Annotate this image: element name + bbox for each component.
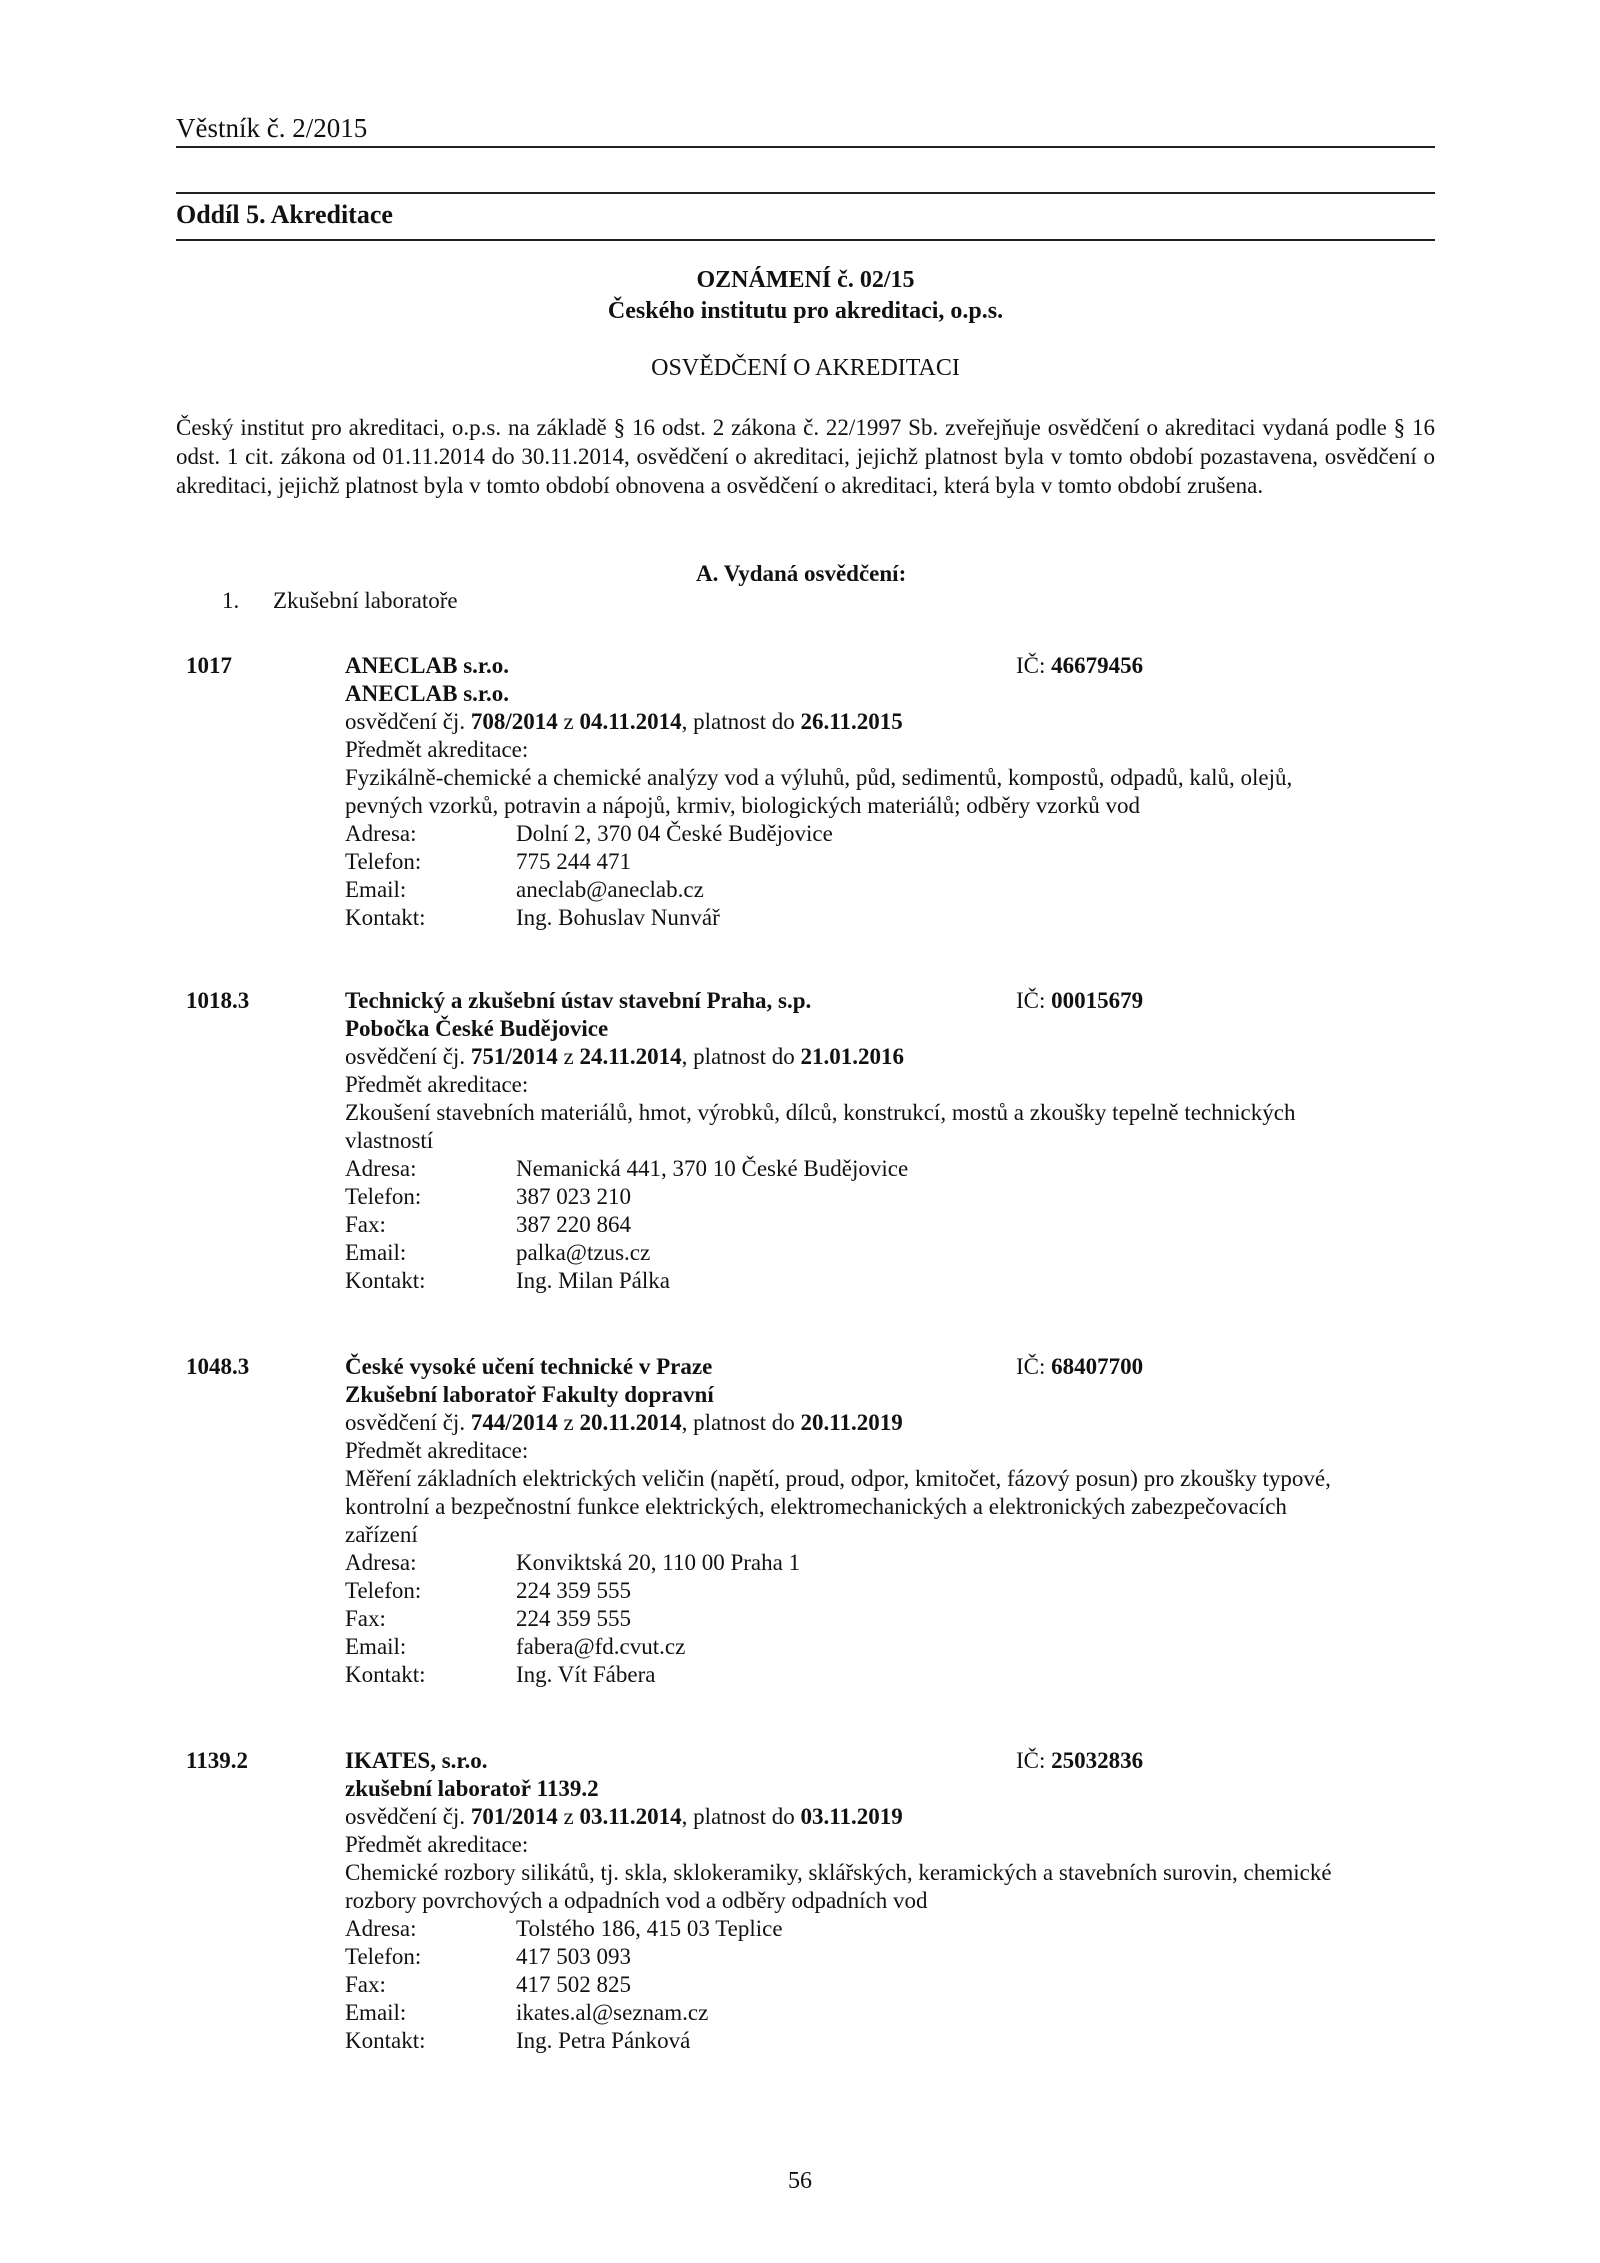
scope-line: rozbory povrchových a odpadních vod a odběry odpadních vod <box>345 1888 928 1913</box>
contact-phone-label: Telefon: <box>345 1578 422 1603</box>
ico-label: IČ: <box>1016 653 1046 678</box>
contact-phone-value: 224 359 555 <box>516 1578 631 1603</box>
contact-person-label: Kontakt: <box>345 905 426 930</box>
contact-email-label: Email: <box>345 1634 407 1659</box>
scope-line: vlastností <box>345 1128 434 1153</box>
ico-label: IČ: <box>1016 988 1046 1013</box>
contact-person-label: Kontakt: <box>345 2028 426 2053</box>
entry-unit: ANECLAB s.r.o. <box>345 681 510 706</box>
entry-unit: Pobočka České Budějovice <box>345 1016 609 1041</box>
notice-issuer: Českého institutu pro akreditaci, o.p.s. <box>607 298 1004 324</box>
contact-fax <box>345 1605 1395 1633</box>
contact-phone-label: Telefon: <box>345 1944 422 1969</box>
contact-person-value: Ing. Petra Pánková <box>516 2028 691 2053</box>
entry-certificate <box>345 1803 1395 1831</box>
contact-address-label: Adresa: <box>345 1156 417 1181</box>
contact-fax-label: Fax: <box>345 1972 386 1997</box>
cert-from-label: z <box>563 1044 574 1069</box>
entry-certificate <box>345 1043 1395 1071</box>
notice-number: OZNÁMENÍ č. 02/15 <box>696 267 915 293</box>
entry-name: IKATES, s.r.o. <box>345 1748 488 1773</box>
contact-address-value: Tolstého 186, 415 03 Teplice <box>516 1916 783 1941</box>
entry-unit: zkušební laboratoř 1139.2 <box>345 1776 599 1801</box>
scope-line: pevných vzorků, potravin a nápojů, krmiv, biologických materiálů; odběry vzorků vod <box>345 793 1140 818</box>
scope-line: Měření základních elektrických veličin (napětí, proud, odpor, kmitočet, fázový posun) pro zkoušky typové, <box>345 1466 1331 1491</box>
contact-email-value: ikates.al@seznam.cz <box>516 2000 709 2025</box>
contact-address <box>345 820 1395 848</box>
scope-line: Fyzikálně-chemické a chemické analýzy vod a výluhů, půd, sedimentů, kompostů, odpadů, kalů, olejů, <box>345 765 1293 790</box>
contact-address-label: Adresa: <box>345 1550 417 1575</box>
entry-unit: Zkušební laboratoř Fakulty dopravní <box>345 1382 714 1407</box>
part-a-title: A. Vydaná osvědčení: <box>696 561 907 586</box>
cert-from-label: z <box>563 709 574 734</box>
contact-address <box>345 1549 1395 1577</box>
contact-phone-label: Telefon: <box>345 849 422 874</box>
contact-phone <box>345 1577 1395 1605</box>
scope-label: Předmět akreditace: <box>345 1832 529 1857</box>
contact-person-value: Ing. Vít Fábera <box>516 1662 656 1687</box>
contact-email <box>345 876 1395 904</box>
contact-fax <box>345 1211 1395 1239</box>
page-number: 56 <box>788 2168 812 2194</box>
cert-date: 04.11.2014 <box>579 709 682 734</box>
entry-body <box>345 1747 1395 2055</box>
contact-email <box>345 1239 1395 1267</box>
entry-id: 1139.2 <box>186 1748 248 1773</box>
contact-phone-label: Telefon: <box>345 1184 422 1209</box>
section-rule-top <box>176 192 1435 194</box>
cert-from-label: z <box>563 1804 574 1829</box>
contact-email-label: Email: <box>345 2000 407 2025</box>
entry-name: ANECLAB s.r.o. <box>345 653 510 678</box>
contact-person-value: Ing. Milan Pálka <box>516 1268 670 1293</box>
contact-phone-value: 387 023 210 <box>516 1184 631 1209</box>
cert-prefix: osvědčení čj. <box>345 1044 466 1069</box>
entry-certificate <box>345 1409 1395 1437</box>
entry-body <box>345 652 1395 932</box>
contact-address <box>345 1915 1395 1943</box>
contact-email-value: aneclab@aneclab.cz <box>516 877 704 902</box>
contact-phone <box>345 1943 1395 1971</box>
ico-value: 25032836 <box>1051 1748 1144 1773</box>
cert-valid-to: 26.11.2015 <box>800 709 903 734</box>
notice-subject: OSVĚDČENÍ O AKREDITACI <box>651 355 960 381</box>
contact-address <box>345 1155 1395 1183</box>
entry-name: České vysoké učení technické v Praze <box>345 1354 713 1379</box>
cert-from-label: z <box>563 1410 574 1435</box>
entry-name: Technický a zkušební ústav stavební Praha, s.p. <box>345 988 812 1013</box>
entry-body <box>345 1353 1395 1689</box>
contact-person <box>345 904 1395 932</box>
contact-address-value: Nemanická 441, 370 10 České Budějovice <box>516 1156 909 1181</box>
entry-certificate <box>345 708 1395 736</box>
cert-valid-to: 03.11.2019 <box>800 1804 903 1829</box>
cert-date: 03.11.2014 <box>579 1804 682 1829</box>
section-title: Oddíl 5. Akreditace <box>176 200 393 229</box>
entry-id: 1018.3 <box>186 988 250 1013</box>
cert-number: 701/2014 <box>470 1804 558 1829</box>
ico-value: 00015679 <box>1051 988 1144 1013</box>
contact-address-label: Adresa: <box>345 1916 417 1941</box>
scope-label: Předmět akreditace: <box>345 737 529 762</box>
contact-person <box>345 1267 1395 1295</box>
cert-number: 708/2014 <box>470 709 558 734</box>
contact-email-value: fabera@fd.cvut.cz <box>516 1634 686 1659</box>
cert-prefix: osvědčení čj. <box>345 709 466 734</box>
entry-body <box>345 987 1395 1295</box>
scope-label: Předmět akreditace: <box>345 1438 529 1463</box>
category-title: Zkušební laboratoře <box>273 588 458 613</box>
notice-intro-text: Český institut pro akreditaci, o.p.s. na základě § 16 odst. 2 zákona č. 22/1997 Sb. zveřejňuje osvědčení o akreditaci vydaná podle § 16 odst. 1 cit. zákona od 01.11.2014 do 30.11.2014, osvědčení o akreditaci, jejichž platnost byla v tomto období pozastavena, osvědčení o akreditaci, jejichž platnost byla v tomto období obnovena a osvědčení o akreditaci, která byla v tomto období zrušena. <box>176 415 1435 498</box>
cert-valid-label: , platnost do <box>681 1804 795 1829</box>
entry-id: 1048.3 <box>186 1354 250 1379</box>
ico-label: IČ: <box>1016 1748 1046 1773</box>
cert-valid-to: 21.01.2016 <box>800 1044 905 1069</box>
journal-header: Věstník č. 2/2015 <box>176 113 368 143</box>
scope-line: Zkoušení stavebních materiálů, hmot, výrobků, dílců, konstrukcí, mostů a zkoušky tepelně technických <box>345 1100 1296 1125</box>
contact-email-label: Email: <box>345 877 407 902</box>
contact-address-label: Adresa: <box>345 821 417 846</box>
cert-prefix: osvědčení čj. <box>345 1410 466 1435</box>
contact-person <box>345 2027 1395 2055</box>
contact-address-value: Dolní 2, 370 04 České Budějovice <box>516 821 833 846</box>
contact-fax-value: 417 502 825 <box>516 1972 631 1997</box>
ico-value: 46679456 <box>1051 653 1144 678</box>
category-number: 1. <box>222 588 240 613</box>
contact-fax-value: 224 359 555 <box>516 1606 631 1631</box>
cert-date: 24.11.2014 <box>579 1044 682 1069</box>
contact-person <box>345 1661 1395 1689</box>
cert-date: 20.11.2014 <box>579 1410 682 1435</box>
entry-id: 1017 <box>186 653 232 678</box>
scope-label: Předmět akreditace: <box>345 1072 529 1097</box>
scope-line: kontrolní a bezpečnostní funkce elektrických, elektromechanických a elektronických zabezpečovacích <box>345 1494 1287 1519</box>
contact-person-label: Kontakt: <box>345 1268 426 1293</box>
contact-email-value: palka@tzus.cz <box>516 1240 651 1265</box>
cert-number: 751/2014 <box>470 1044 558 1069</box>
notice-intro <box>176 413 1435 500</box>
contact-phone <box>345 848 1395 876</box>
cert-valid-to: 20.11.2019 <box>800 1410 903 1435</box>
contact-phone-value: 417 503 093 <box>516 1944 631 1969</box>
contact-email-label: Email: <box>345 1240 407 1265</box>
cert-valid-label: , platnost do <box>681 709 795 734</box>
contact-email <box>345 1633 1395 1661</box>
contact-person-label: Kontakt: <box>345 1662 426 1687</box>
contact-phone-value: 775 244 471 <box>516 849 631 874</box>
contact-fax-label: Fax: <box>345 1606 386 1631</box>
cert-number: 744/2014 <box>470 1410 558 1435</box>
ico-value: 68407700 <box>1051 1354 1144 1379</box>
section-rule-bottom <box>176 239 1435 241</box>
contact-address-value: Konviktská 20, 110 00 Praha 1 <box>516 1550 801 1575</box>
contact-fax-label: Fax: <box>345 1212 386 1237</box>
contact-fax-value: 387 220 864 <box>516 1212 631 1237</box>
scope-line: Chemické rozbory silikátů, tj. skla, sklokeramiky, sklářských, keramických a stavebních surovin, chemické <box>345 1860 1332 1885</box>
contact-person-value: Ing. Bohuslav Nunvář <box>516 905 720 930</box>
contact-email <box>345 1999 1395 2027</box>
ico-label: IČ: <box>1016 1354 1046 1379</box>
cert-valid-label: , platnost do <box>681 1044 795 1069</box>
header-rule <box>176 146 1435 148</box>
cert-prefix: osvědčení čj. <box>345 1804 466 1829</box>
contact-fax <box>345 1971 1395 1999</box>
scope-line: zařízení <box>345 1522 418 1547</box>
contact-phone <box>345 1183 1395 1211</box>
cert-valid-label: , platnost do <box>681 1410 795 1435</box>
